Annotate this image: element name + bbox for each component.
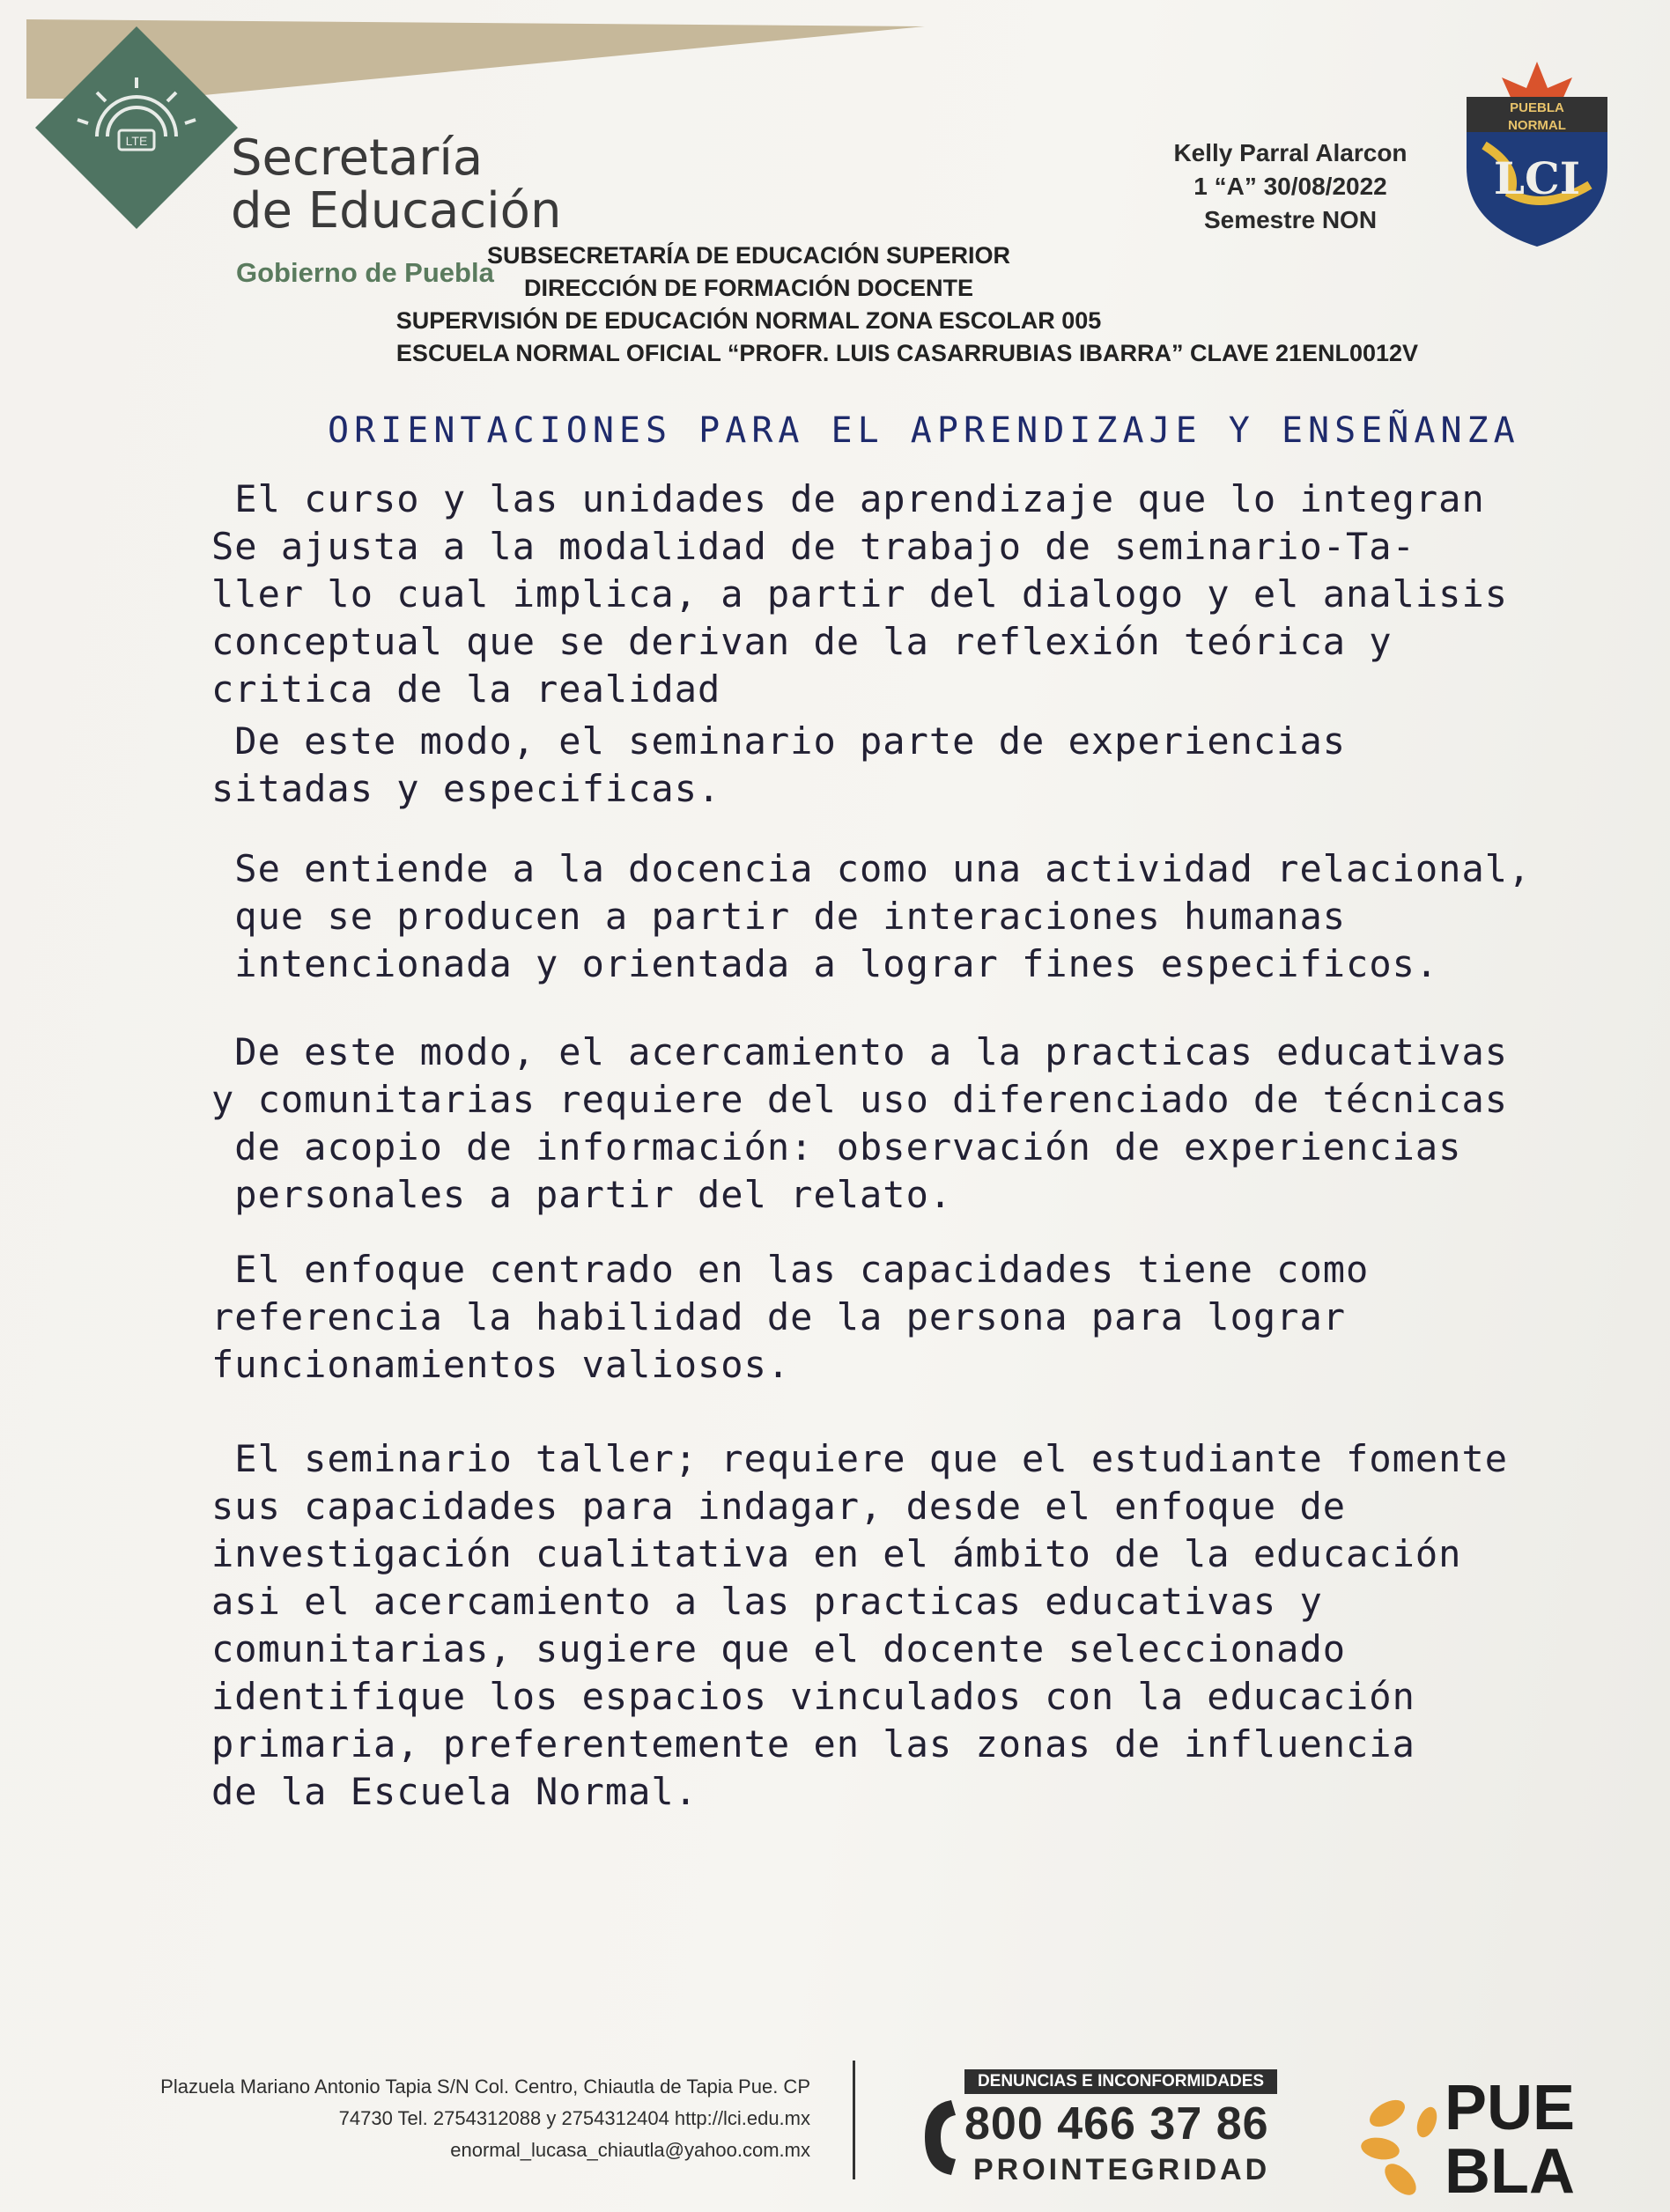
handwritten-paragraph-5: El enfoque centrado en las capacidades tiene como referencia la habilidad de la persona para lograr funcionamientos valiosos. <box>211 1248 1370 1386</box>
hotline-number: 800 466 37 86 <box>964 2098 1269 2149</box>
footer-divider <box>853 2061 855 2179</box>
government-label: Gobierno de Puebla <box>236 257 494 288</box>
secretaria-title <box>231 129 562 240</box>
handwritten-paragraph-6: El seminario taller; requiere que el estudiante fomente sus capacidades para indagar, desde el enfoque de investigación cualitativa en el ámbito de la educación asi el acercamiento a las practicas educativas y comunitarias, sugiere que el docente seleccionado identifique los espacios vinculados con la educación primaria, preferentemente en las zonas de influencia de la Escuela Normal. <box>211 1437 1509 1813</box>
phone-icon <box>916 2096 962 2179</box>
handwritten-title: ORIENTACIONES PARA EL APRENDIZAJE Y ENSEÑANZA <box>328 410 1520 451</box>
badge-mid: NORMAL <box>1508 118 1566 133</box>
svg-text:PUE: PUE <box>1445 2073 1576 2143</box>
hotline-label: DENUNCIAS E INCONFORMIDADES <box>964 2069 1277 2094</box>
address-line-2: 74730 Tel. 2754312088 y 2754312404 http://lci.edu.mx <box>338 2107 810 2129</box>
address-line-1: Plazuela Mariano Antonio Tapia S/N Col. Centro, Chiautla de Tapia Pue. CP <box>160 2076 810 2098</box>
institution-line-1: SUBSECRETARÍA DE EDUCACIÓN SUPERIOR <box>486 242 1011 269</box>
email-link[interactable]: enormal_lucasa_chiautla@yahoo.com.mx <box>450 2139 810 2161</box>
badge-letters: LCI <box>1493 152 1581 204</box>
secretaria-logo-icon <box>35 26 238 229</box>
badge-top: PUEBLA <box>1510 100 1564 115</box>
handwritten-paragraph-1: El curso y las unidades de aprendizaje que lo integran Se ajusta a la modalidad de trabajo de seminario-Ta- ller lo cual implica, a partir del dialogo y el analisis conceptual que se derivan de la reflexión teórica y critica de la realidad <box>211 477 1509 711</box>
school-badge-icon <box>1449 62 1625 251</box>
semester: Semestre NON <box>1203 206 1378 233</box>
student-name: Kelly Parral Alarcon <box>1173 139 1408 166</box>
hotline-name: PROINTEGRIDAD <box>973 2153 1271 2186</box>
handwritten-paragraph-2: De este modo, el seminario parte de experiencias sitadas y especificas. <box>211 719 1347 810</box>
handwritten-paragraph-3: Se entiende a la docencia como una actividad relacional, que se producen a partir de interaciones humanas intencionada y orientada a lograr fines especificos. <box>234 847 1532 985</box>
secretaria-line2: de Educación <box>231 182 562 240</box>
puebla-logo-icon <box>1361 2061 1616 2201</box>
student-group-date: 1 “A” 30/08/2022 <box>1193 173 1387 200</box>
institution-header <box>317 240 1568 370</box>
secretaria-line1: Secretaría <box>231 129 484 187</box>
handwritten-paragraph-4: De este modo, el acercamiento a la practicas educativas y comunitarias requiere del uso diferenciado de técnicas de acopio de información: observación de experiencias personales a partir del relato. <box>211 1030 1509 1216</box>
logo-text: LTE <box>125 134 148 148</box>
student-info <box>1145 136 1436 237</box>
footer-address <box>106 2071 810 2166</box>
institution-line-4: ESCUELA NORMAL OFICIAL “PROFR. LUIS CASARRUBIAS IBARRA” CLAVE 21ENL0012V <box>395 340 1419 366</box>
institution-line-2: DIRECCIÓN DE FORMACIÓN DOCENTE <box>523 275 973 301</box>
institution-line-3: SUPERVISIÓN DE EDUCACIÓN NORMAL ZONA ESCOLAR 005 <box>395 307 1102 334</box>
svg-text:BLA: BLA <box>1445 2136 1575 2201</box>
